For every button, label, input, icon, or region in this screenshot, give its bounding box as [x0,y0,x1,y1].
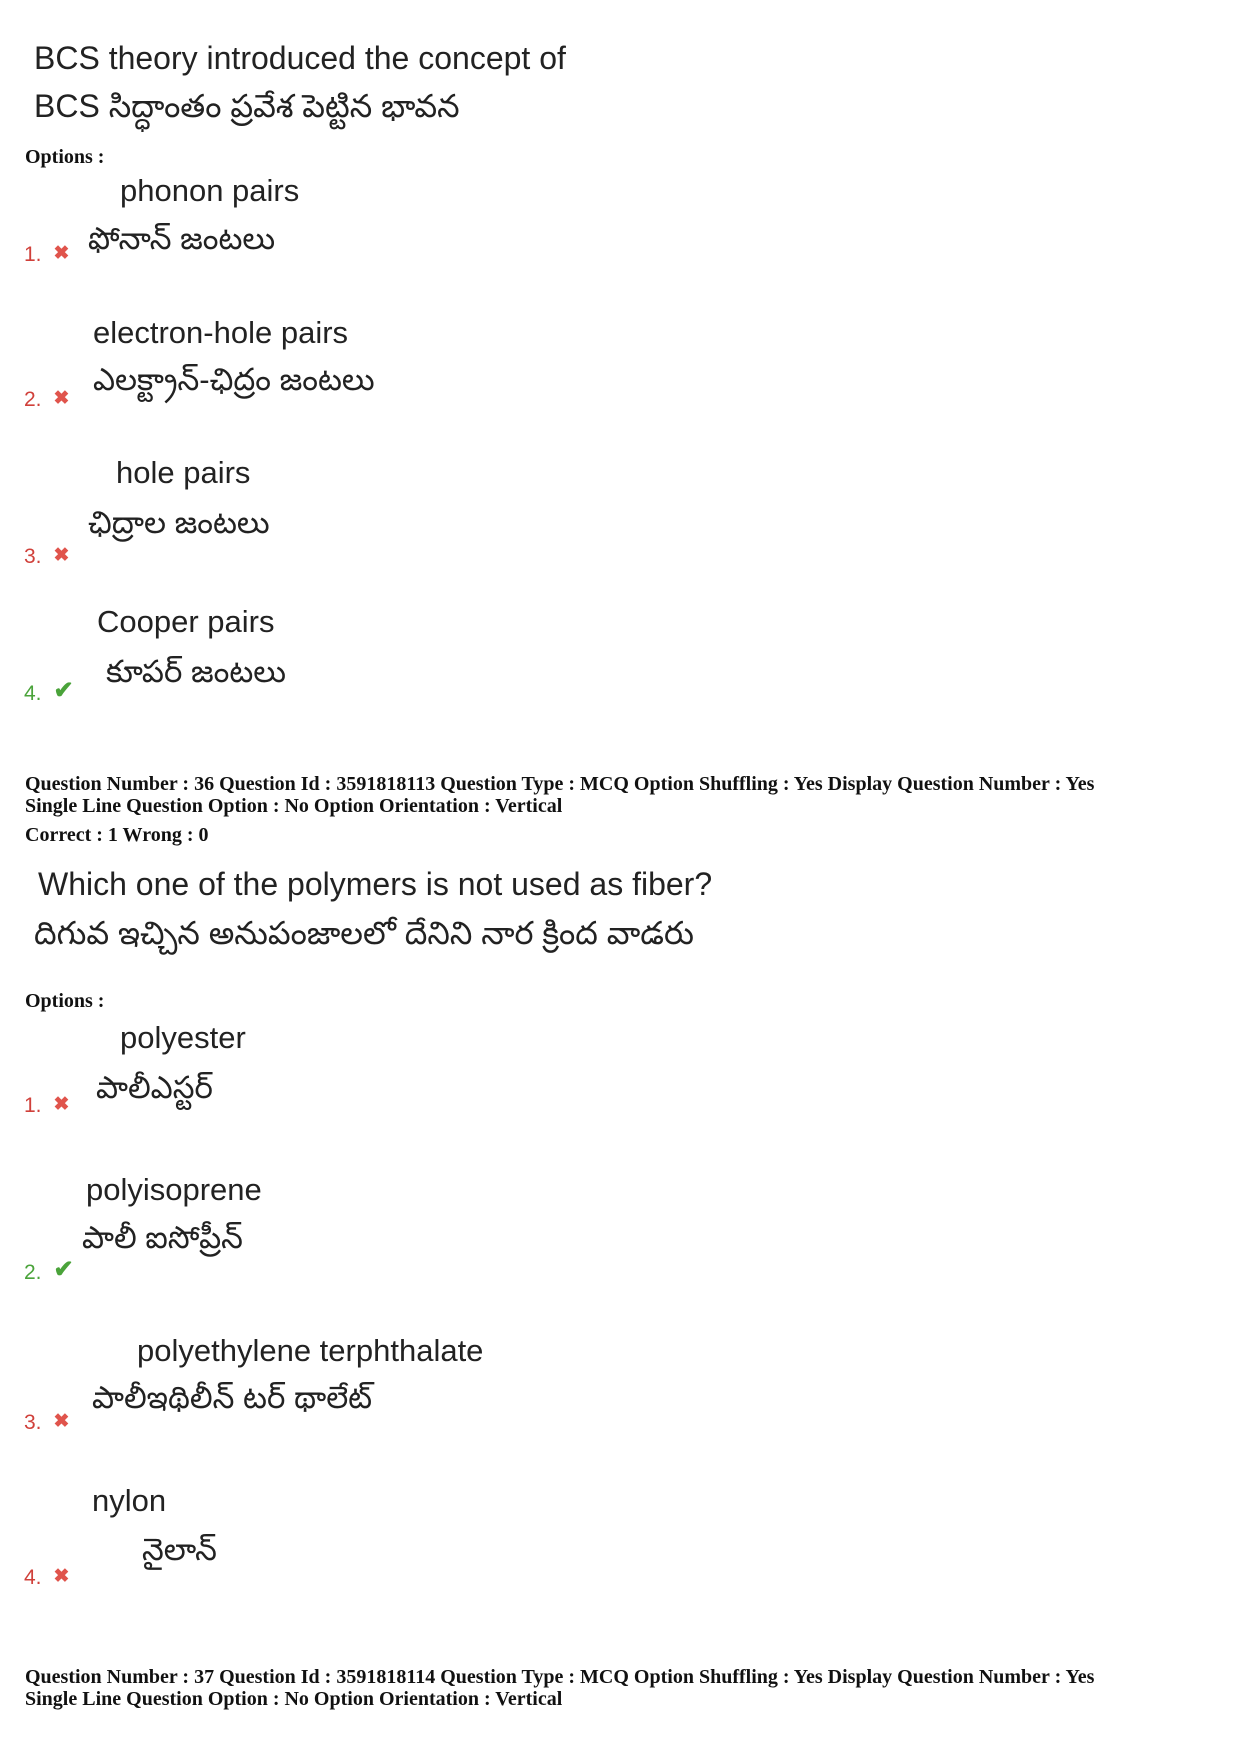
wrong-mark-icon: ✖ [53,1566,70,1587]
q35-option-1-indicator [24,242,69,267]
question-36-meta-line-1: Question Number : 36 Question Id : 3591818113 Question Type : MCQ Option Shuffling : Yes Display Question Number : Yes [25,773,1095,795]
question-35-text-telugu: BCS సిద్ధాంతం ప్రవేశ పెట్టిన భావన [34,88,460,124]
q36-option-4-telugu: నైలాన్ [142,1532,217,1567]
q35-option-2-number: 2. [24,388,42,411]
question-36-correct-wrong: Correct : 1 Wrong : 0 [25,824,209,846]
q36-option-2-number: 2. [24,1261,42,1284]
q36-option-3-number: 3. [24,1411,42,1434]
q35-option-3-english: hole pairs [116,455,251,490]
q35-option-1-number: 1. [24,243,42,266]
wrong-mark-icon: ✖ [53,1411,70,1432]
q36-option-1-english: polyester [120,1020,246,1055]
q36-option-1-number: 1. [24,1094,42,1117]
q35-option-4-english: Cooper pairs [97,604,275,639]
question-37-meta-line-1: Question Number : 37 Question Id : 3591818114 Question Type : MCQ Option Shuffling : Yes Display Question Number : Yes [25,1666,1095,1688]
wrong-mark-icon: ✖ [53,1094,70,1115]
q35-option-2-english: electron-hole pairs [93,315,349,350]
question-36-text-english: Which one of the polymers is not used as fiber? [38,866,713,902]
q35-option-4-indicator [24,676,74,706]
q36-option-2-indicator [24,1255,74,1285]
q36-option-2-english: polyisoprene [86,1172,262,1207]
q36-option-3-telugu: పాలీఇథిలీన్ టర్ థాలేట్ [92,1380,373,1415]
q36-option-2-telugu: పాలీ ఐసోప్రీన్ [82,1220,243,1255]
wrong-mark-icon: ✖ [53,243,70,264]
question-35-text-english: BCS theory introduced the concept of [34,40,566,76]
q35-option-2-telugu: ఎలక్ట్రాన్-ఛిద్రం జంటలు [93,362,375,397]
correct-check-icon: ✔ [53,677,74,704]
wrong-mark-icon: ✖ [53,545,70,566]
wrong-mark-icon: ✖ [53,388,70,409]
q35-option-4-telugu: కూపర్ జంటలు [106,654,286,689]
q35-option-1-english: phonon pairs [120,173,300,208]
q36-option-3-indicator [24,1410,69,1435]
q35-option-3-telugu: ఛిద్రాల జంటలు [88,505,270,540]
q36-option-4-indicator [24,1565,69,1590]
question-36-text-telugu: దిగువ ఇచ్చిన అనుపంజాలలో దేనిని నార క్రింద వాడరు [34,915,695,951]
q36-option-1-indicator [24,1093,69,1118]
q36-option-3-english: polyethylene terphthalate [137,1333,484,1368]
q35-option-2-indicator [24,387,69,412]
question-37-meta-line-2: Single Line Question Option : No Option Orientation : Vertical [25,1688,563,1710]
question-35-options-label: Options : [25,146,105,168]
q35-option-4-number: 4. [24,682,42,705]
question-36-meta-line-2: Single Line Question Option : No Option Orientation : Vertical [25,795,563,817]
question-36-options-label: Options : [25,990,105,1012]
q35-option-3-number: 3. [24,545,42,568]
correct-check-icon: ✔ [53,1256,74,1283]
q36-option-1-telugu: పాలీఎస్టర్ [96,1070,213,1105]
q35-option-1-telugu: ఫోనాన్ జంటలు [88,221,276,256]
q35-option-3-indicator [24,544,69,569]
q36-option-4-english: nylon [92,1483,167,1518]
q36-option-4-number: 4. [24,1566,42,1589]
